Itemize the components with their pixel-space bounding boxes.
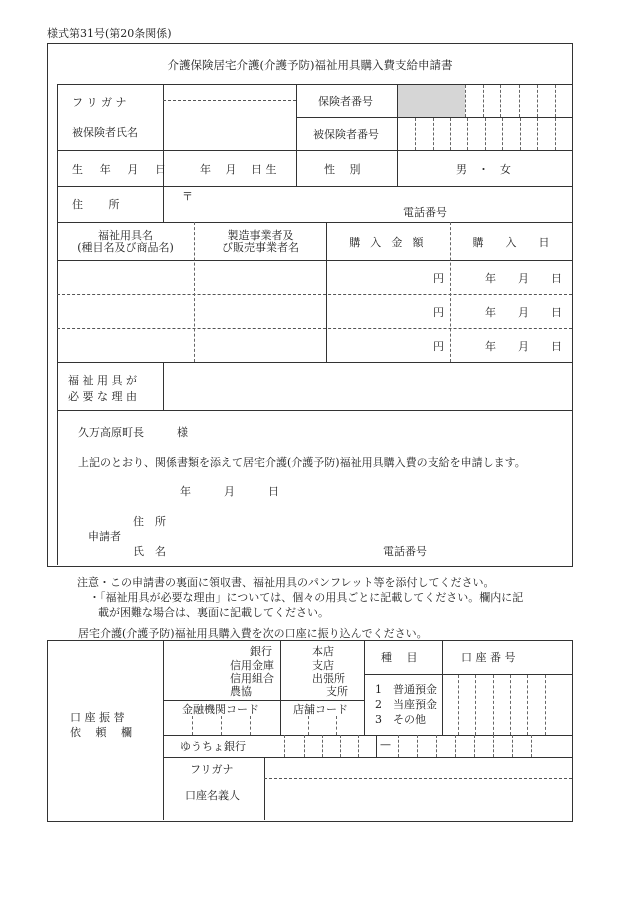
insured-name-field[interactable] xyxy=(170,104,292,146)
furigana-label: フ リ ガ ナ xyxy=(72,96,127,109)
yucho-label: ゆうちょ銀行 xyxy=(180,740,246,753)
account-kind-label: 種 目 xyxy=(381,651,418,664)
bank-label-1: 口 座 振 替 xyxy=(70,711,125,724)
sex-options[interactable]: 男 ・ 女 xyxy=(456,163,511,176)
birthdate-value[interactable]: 年 月 日 生 xyxy=(200,163,277,176)
bank-intro: 居宅介護(介護予防)福祉用具購入費を次の口座に振り込んでください。 xyxy=(78,627,428,640)
postal-mark: 〒 xyxy=(182,190,193,203)
branch-type-shiten: 支店 xyxy=(312,659,334,672)
items-col-name-sub: (種目名及び商品名) xyxy=(77,241,174,254)
branch-type-honten: 本店 xyxy=(312,645,334,658)
request-date[interactable]: 年 月 日 xyxy=(180,485,279,498)
birthdate-label: 生 年 月 日 xyxy=(72,163,173,176)
kind-option-3[interactable]: 3 その他 xyxy=(375,713,426,726)
branch-type-shuchojo: 出張所 xyxy=(312,672,345,685)
application-form xyxy=(47,43,573,567)
note-line-3: 載が困難な場合は、裏面に記載してください。 xyxy=(98,606,329,619)
applicant-address-label: 住 所 xyxy=(133,515,166,528)
insurer-number-shaded xyxy=(398,85,465,117)
item-3-date: 年 月 日 xyxy=(485,340,562,353)
inst-type-nokyo: 農協 xyxy=(230,685,252,698)
reason-label-2: 必 要 な 理 由 xyxy=(68,390,137,403)
inst-code-label: 金融機関コード xyxy=(182,703,259,716)
request-body: 上記のとおり、関係書類を添えて居宅介護(介護予防)福祉用具購入費の支給を申請します。 xyxy=(78,456,526,469)
inst-type-kumiai: 信用組合 xyxy=(230,672,274,685)
addressee: 久万高原町長 様 xyxy=(78,426,188,439)
inst-type-bank: 銀行 xyxy=(250,645,272,658)
address-label: 住 所 xyxy=(72,198,120,211)
bank-label-2: 依 頼 欄 xyxy=(70,726,132,739)
item-2-date: 年 月 日 xyxy=(485,306,562,319)
items-col-date: 購 入 日 xyxy=(472,236,550,249)
applicant-phone-label: 電話番号 xyxy=(383,545,427,558)
form-number: 様式第31号(第20条関係) xyxy=(47,27,172,40)
applicant-name-label: 氏 名 xyxy=(133,545,166,558)
item-2-yen: 円 xyxy=(433,306,444,319)
form-title: 介護保険居宅介護(介護予防)福祉用具購入費支給申請書 xyxy=(167,58,453,72)
account-number-label: 口 座 番 号 xyxy=(461,651,516,664)
holder-name-field[interactable] xyxy=(268,782,568,817)
item-1-yen: 円 xyxy=(433,272,444,285)
item-3-yen: 円 xyxy=(433,340,444,353)
sex-label: 性 別 xyxy=(324,163,361,176)
insured-number-label: 被保険者番号 xyxy=(313,128,379,141)
reason-label-1: 福 祉 用 具 が xyxy=(68,374,137,387)
note-line-2: ・「福祉用具が必要な理由」については、個々の用具ごとに記載してください。欄内に記 xyxy=(89,591,524,604)
note-line-1: 注意・この申請書の裏面に領収書、福祉用具のパンフレット等を添付してください。 xyxy=(77,576,495,589)
items-col-amount: 購 入 金 額 xyxy=(349,236,427,249)
kind-option-1[interactable]: 1 普通預金 xyxy=(375,683,437,696)
kind-option-2[interactable]: 2 当座預金 xyxy=(375,698,437,711)
applicant-label: 申請者 xyxy=(88,530,121,543)
insurer-number-label: 保険者番号 xyxy=(318,95,373,108)
item-1-date: 年 月 日 xyxy=(485,272,562,285)
inst-type-shinkin: 信用金庫 xyxy=(230,659,274,672)
reason-field[interactable] xyxy=(166,364,570,408)
holder-furigana-label: フリガナ xyxy=(190,763,234,776)
items-col-maker: 製造事業者及 xyxy=(227,229,294,242)
yucho-dash: — xyxy=(380,738,391,751)
holder-name-label: 口座名義人 xyxy=(185,789,240,802)
branch-code-label: 店舗コード xyxy=(293,703,348,716)
items-col-maker-sub: び販売事業者名 xyxy=(222,241,299,254)
items-col-name: 福祉用具名 xyxy=(98,229,153,242)
phone-label: 電話番号 xyxy=(403,206,447,219)
insured-name-label: 被保険者氏名 xyxy=(72,126,138,139)
branch-type-shisho: 支所 xyxy=(326,685,348,698)
